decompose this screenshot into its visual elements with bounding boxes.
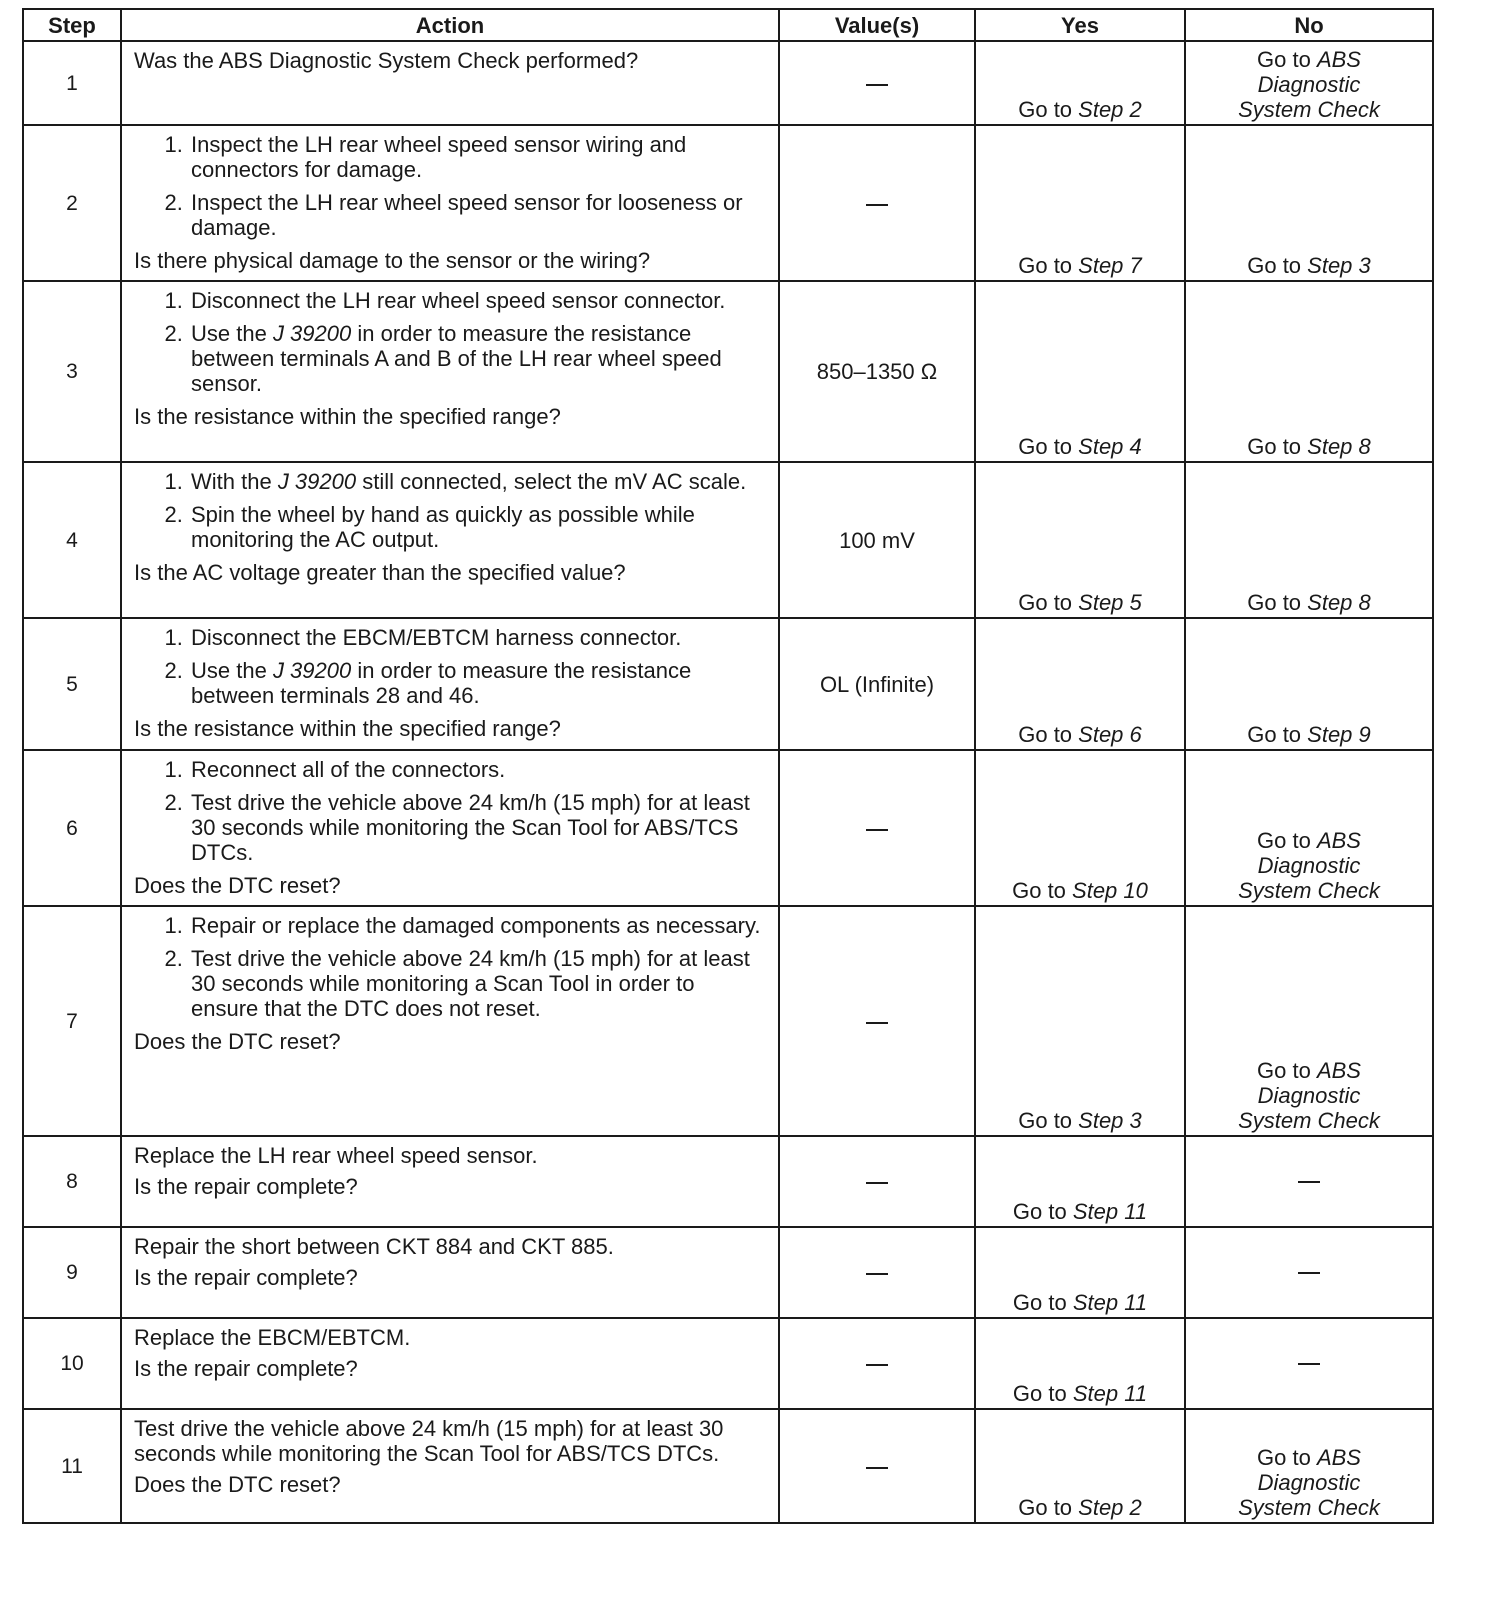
step-reference: Step 9 bbox=[1307, 722, 1371, 747]
dash-mark bbox=[1298, 1272, 1320, 1274]
reference-text: System Check bbox=[1238, 1108, 1380, 1133]
yes-cell bbox=[975, 618, 1185, 750]
yes-cell bbox=[975, 125, 1185, 281]
action-list bbox=[134, 913, 766, 1021]
action-text: Repair the short between CKT 884 and CKT 885. bbox=[134, 1234, 614, 1259]
action-list-item: 1. Repair or replace the damaged components as necessary. bbox=[189, 913, 766, 938]
value-cell bbox=[779, 41, 975, 125]
table-row bbox=[23, 750, 1433, 906]
reference-text: Diagnostic bbox=[1257, 72, 1361, 97]
step-number: 5 bbox=[23, 618, 121, 750]
yes-cell bbox=[975, 281, 1185, 462]
action-text: in order to measure the resistance between terminals A and B of the LH rear wheel speed sensor. bbox=[191, 321, 722, 396]
header-row bbox=[23, 9, 1433, 41]
step-reference: Step 3 bbox=[1078, 1108, 1142, 1133]
reference-text: ABS bbox=[1316, 1445, 1361, 1470]
goto-text: Go to bbox=[1257, 1445, 1317, 1470]
action-cell bbox=[121, 1409, 779, 1523]
tool-name: J 39200 bbox=[277, 469, 357, 494]
dash-mark bbox=[1298, 1363, 1320, 1365]
value-cell bbox=[779, 750, 975, 906]
action-question: Is there physical damage to the sensor or the wiring? bbox=[134, 248, 651, 273]
step-reference: Step 8 bbox=[1307, 590, 1371, 615]
action-cell bbox=[121, 1318, 779, 1409]
action-question: Is the repair complete? bbox=[134, 1174, 358, 1199]
action-cell bbox=[121, 1136, 779, 1227]
step-reference: Step 6 bbox=[1078, 722, 1142, 747]
action-cell bbox=[121, 41, 779, 125]
goto-text: Go to bbox=[1247, 590, 1308, 615]
table-row bbox=[23, 1227, 1433, 1318]
no-cell bbox=[1185, 1227, 1433, 1318]
value-cell bbox=[779, 1409, 975, 1523]
no-cell bbox=[1185, 462, 1433, 618]
reference-text: ABS bbox=[1316, 47, 1361, 72]
action-text: Replace the LH rear wheel speed sensor. bbox=[134, 1143, 538, 1168]
action-list bbox=[134, 757, 766, 865]
action-question: Is the repair complete? bbox=[134, 1356, 358, 1381]
action-list bbox=[134, 625, 766, 708]
goto-text: Go to bbox=[1012, 1381, 1073, 1406]
yes-cell bbox=[975, 41, 1185, 125]
goto-text: Go to bbox=[1018, 722, 1079, 747]
action-list-item: 2. Test drive the vehicle above 24 km/h (15 mph) for at least 30 seconds while monitoring a Scan Tool in order to ensure that the DTC does not reset. bbox=[189, 946, 766, 1021]
goto-text: Go to bbox=[1012, 1199, 1073, 1224]
step-reference: Step 10 bbox=[1072, 878, 1148, 903]
diagnostic-table bbox=[22, 8, 1434, 1524]
no-reference bbox=[1238, 1445, 1380, 1520]
goto-text: Go to bbox=[1018, 590, 1079, 615]
step-reference: Step 7 bbox=[1078, 253, 1142, 278]
reference-text: System Check bbox=[1238, 878, 1380, 903]
table-row bbox=[23, 1136, 1433, 1227]
step-reference: Step 8 bbox=[1307, 434, 1371, 459]
tool-name: J 39200 bbox=[272, 321, 352, 346]
goto-text: Go to bbox=[1018, 1108, 1079, 1133]
action-list-item: 1. Disconnect the LH rear wheel speed sensor connector. bbox=[189, 288, 766, 313]
no-reference bbox=[1238, 828, 1380, 903]
action-list bbox=[134, 469, 766, 552]
no-reference bbox=[1238, 47, 1380, 122]
action-text: Use the bbox=[191, 658, 273, 683]
goto-text: Go to bbox=[1018, 1495, 1079, 1520]
goto-text: Go to bbox=[1012, 878, 1073, 903]
value-cell bbox=[779, 1227, 975, 1318]
step-number: 6 bbox=[23, 750, 121, 906]
dash-mark bbox=[866, 1273, 888, 1275]
no-cell bbox=[1185, 1136, 1433, 1227]
action-question: Is the AC voltage greater than the specified value? bbox=[134, 560, 626, 585]
action-text: With the bbox=[191, 469, 278, 494]
table-row bbox=[23, 906, 1433, 1136]
action-list-item: 1. Inspect the LH rear wheel speed sensor wiring and connectors for damage. bbox=[189, 132, 766, 182]
reference-text: ABS bbox=[1316, 828, 1361, 853]
step-number: 9 bbox=[23, 1227, 121, 1318]
reference-text: Diagnostic bbox=[1257, 1083, 1361, 1108]
step-number: 8 bbox=[23, 1136, 121, 1227]
step-number: 3 bbox=[23, 281, 121, 462]
value-cell bbox=[779, 1136, 975, 1227]
step-reference: Step 2 bbox=[1078, 1495, 1142, 1520]
value-cell: 100 mV bbox=[779, 462, 975, 618]
goto-text: Go to bbox=[1247, 722, 1308, 747]
goto-text: Go to bbox=[1012, 1290, 1073, 1315]
goto-text: Go to bbox=[1247, 434, 1308, 459]
value-cell bbox=[779, 906, 975, 1136]
goto-text: Go to bbox=[1018, 434, 1079, 459]
value-cell bbox=[779, 125, 975, 281]
action-cell bbox=[121, 906, 779, 1136]
dash-mark bbox=[866, 84, 888, 86]
dash-mark bbox=[866, 1364, 888, 1366]
step-reference: Step 11 bbox=[1072, 1199, 1148, 1224]
yes-cell bbox=[975, 1136, 1185, 1227]
step-number: 10 bbox=[23, 1318, 121, 1409]
dash-mark bbox=[866, 829, 888, 831]
goto-text: Go to bbox=[1257, 47, 1317, 72]
no-reference bbox=[1238, 1058, 1380, 1133]
dash-mark bbox=[1298, 1181, 1320, 1183]
no-cell bbox=[1185, 618, 1433, 750]
table-body bbox=[23, 41, 1433, 1523]
step-number: 1 bbox=[23, 41, 121, 125]
action-cell bbox=[121, 618, 779, 750]
dash-mark bbox=[866, 204, 888, 206]
action-cell bbox=[121, 1227, 779, 1318]
action-question: Is the resistance within the specified range? bbox=[134, 716, 561, 741]
goto-text: Go to bbox=[1247, 253, 1308, 278]
value-cell: OL (Infinite) bbox=[779, 618, 975, 750]
action-list-item: 2. Test drive the vehicle above 24 km/h (15 mph) for at least 30 seconds while monitoring the Scan Tool for ABS/TCS DTCs. bbox=[189, 790, 766, 865]
action-question: Is the repair complete? bbox=[134, 1265, 358, 1290]
yes-cell bbox=[975, 750, 1185, 906]
action-list-item bbox=[189, 469, 766, 494]
header-step: Step bbox=[23, 9, 121, 41]
no-cell bbox=[1185, 1409, 1433, 1523]
reference-text: Diagnostic bbox=[1257, 1470, 1361, 1495]
reference-text: Diagnostic bbox=[1257, 853, 1361, 878]
action-list-item: 1. Reconnect all of the connectors. bbox=[189, 757, 766, 782]
reference-text: System Check bbox=[1238, 97, 1380, 122]
action-cell bbox=[121, 462, 779, 618]
table-row bbox=[23, 281, 1433, 462]
no-cell bbox=[1185, 281, 1433, 462]
step-number: 7 bbox=[23, 906, 121, 1136]
table-row bbox=[23, 125, 1433, 281]
dash-mark bbox=[866, 1467, 888, 1469]
table-row bbox=[23, 462, 1433, 618]
goto-text: Go to bbox=[1257, 1058, 1317, 1083]
action-text: Use the bbox=[191, 321, 273, 346]
action-cell bbox=[121, 125, 779, 281]
table-row bbox=[23, 618, 1433, 750]
action-question: Is the resistance within the specified range? bbox=[134, 404, 561, 429]
action-text: still connected, select the mV AC scale. bbox=[356, 469, 747, 494]
step-number: 2 bbox=[23, 125, 121, 281]
action-list-item: 2. Inspect the LH rear wheel speed sensor for looseness or damage. bbox=[189, 190, 766, 240]
yes-cell bbox=[975, 1409, 1185, 1523]
table-row bbox=[23, 41, 1433, 125]
reference-text: ABS bbox=[1316, 1058, 1361, 1083]
action-list-item: 2. Spin the wheel by hand as quickly as possible while monitoring the AC output. bbox=[189, 502, 766, 552]
dash-mark bbox=[866, 1022, 888, 1024]
action-cell bbox=[121, 750, 779, 906]
action-list-item: 1. Disconnect the EBCM/EBTCM harness connector. bbox=[189, 625, 766, 650]
no-cell bbox=[1185, 906, 1433, 1136]
step-number: 11 bbox=[23, 1409, 121, 1523]
reference-text: System Check bbox=[1238, 1495, 1380, 1520]
header-values: Value(s) bbox=[779, 9, 975, 41]
step-reference: Step 3 bbox=[1307, 253, 1371, 278]
action-list bbox=[134, 132, 766, 240]
step-reference: Step 4 bbox=[1078, 434, 1142, 459]
goto-text: Go to bbox=[1018, 97, 1079, 122]
action-question: Does the DTC reset? bbox=[134, 1472, 341, 1497]
no-cell bbox=[1185, 1318, 1433, 1409]
action-text: Replace the EBCM/EBTCM. bbox=[134, 1325, 411, 1350]
action-list bbox=[134, 288, 766, 396]
action-question: Was the ABS Diagnostic System Check performed? bbox=[134, 48, 639, 73]
step-number: 4 bbox=[23, 462, 121, 618]
action-cell bbox=[121, 281, 779, 462]
step-reference: Step 5 bbox=[1078, 590, 1142, 615]
action-text: in order to measure the resistance between terminals 28 and 46. bbox=[191, 658, 692, 708]
yes-cell bbox=[975, 462, 1185, 618]
action-question: Does the DTC reset? bbox=[134, 1029, 341, 1054]
header-no: No bbox=[1185, 9, 1433, 41]
no-cell bbox=[1185, 41, 1433, 125]
action-text: Test drive the vehicle above 24 km/h (15 mph) for at least 30 seconds while monitoring the Scan Tool for ABS/TCS DTCs. bbox=[134, 1416, 724, 1466]
goto-text: Go to bbox=[1018, 253, 1079, 278]
action-question: Does the DTC reset? bbox=[134, 873, 341, 898]
value-cell bbox=[779, 1318, 975, 1409]
yes-cell bbox=[975, 906, 1185, 1136]
no-cell bbox=[1185, 750, 1433, 906]
table-row bbox=[23, 1318, 1433, 1409]
table-row bbox=[23, 1409, 1433, 1523]
step-reference: Step 11 bbox=[1072, 1381, 1148, 1406]
step-reference: Step 11 bbox=[1072, 1290, 1148, 1315]
yes-cell bbox=[975, 1318, 1185, 1409]
no-cell bbox=[1185, 125, 1433, 281]
goto-text: Go to bbox=[1257, 828, 1317, 853]
dash-mark bbox=[866, 1182, 888, 1184]
action-list-item bbox=[189, 321, 766, 396]
action-list-item bbox=[189, 658, 766, 708]
value-cell: 850–1350 Ω bbox=[779, 281, 975, 462]
yes-cell bbox=[975, 1227, 1185, 1318]
tool-name: J 39200 bbox=[272, 658, 352, 683]
header-action: Action bbox=[121, 9, 779, 41]
step-reference: Step 2 bbox=[1078, 97, 1142, 122]
header-yes: Yes bbox=[975, 9, 1185, 41]
